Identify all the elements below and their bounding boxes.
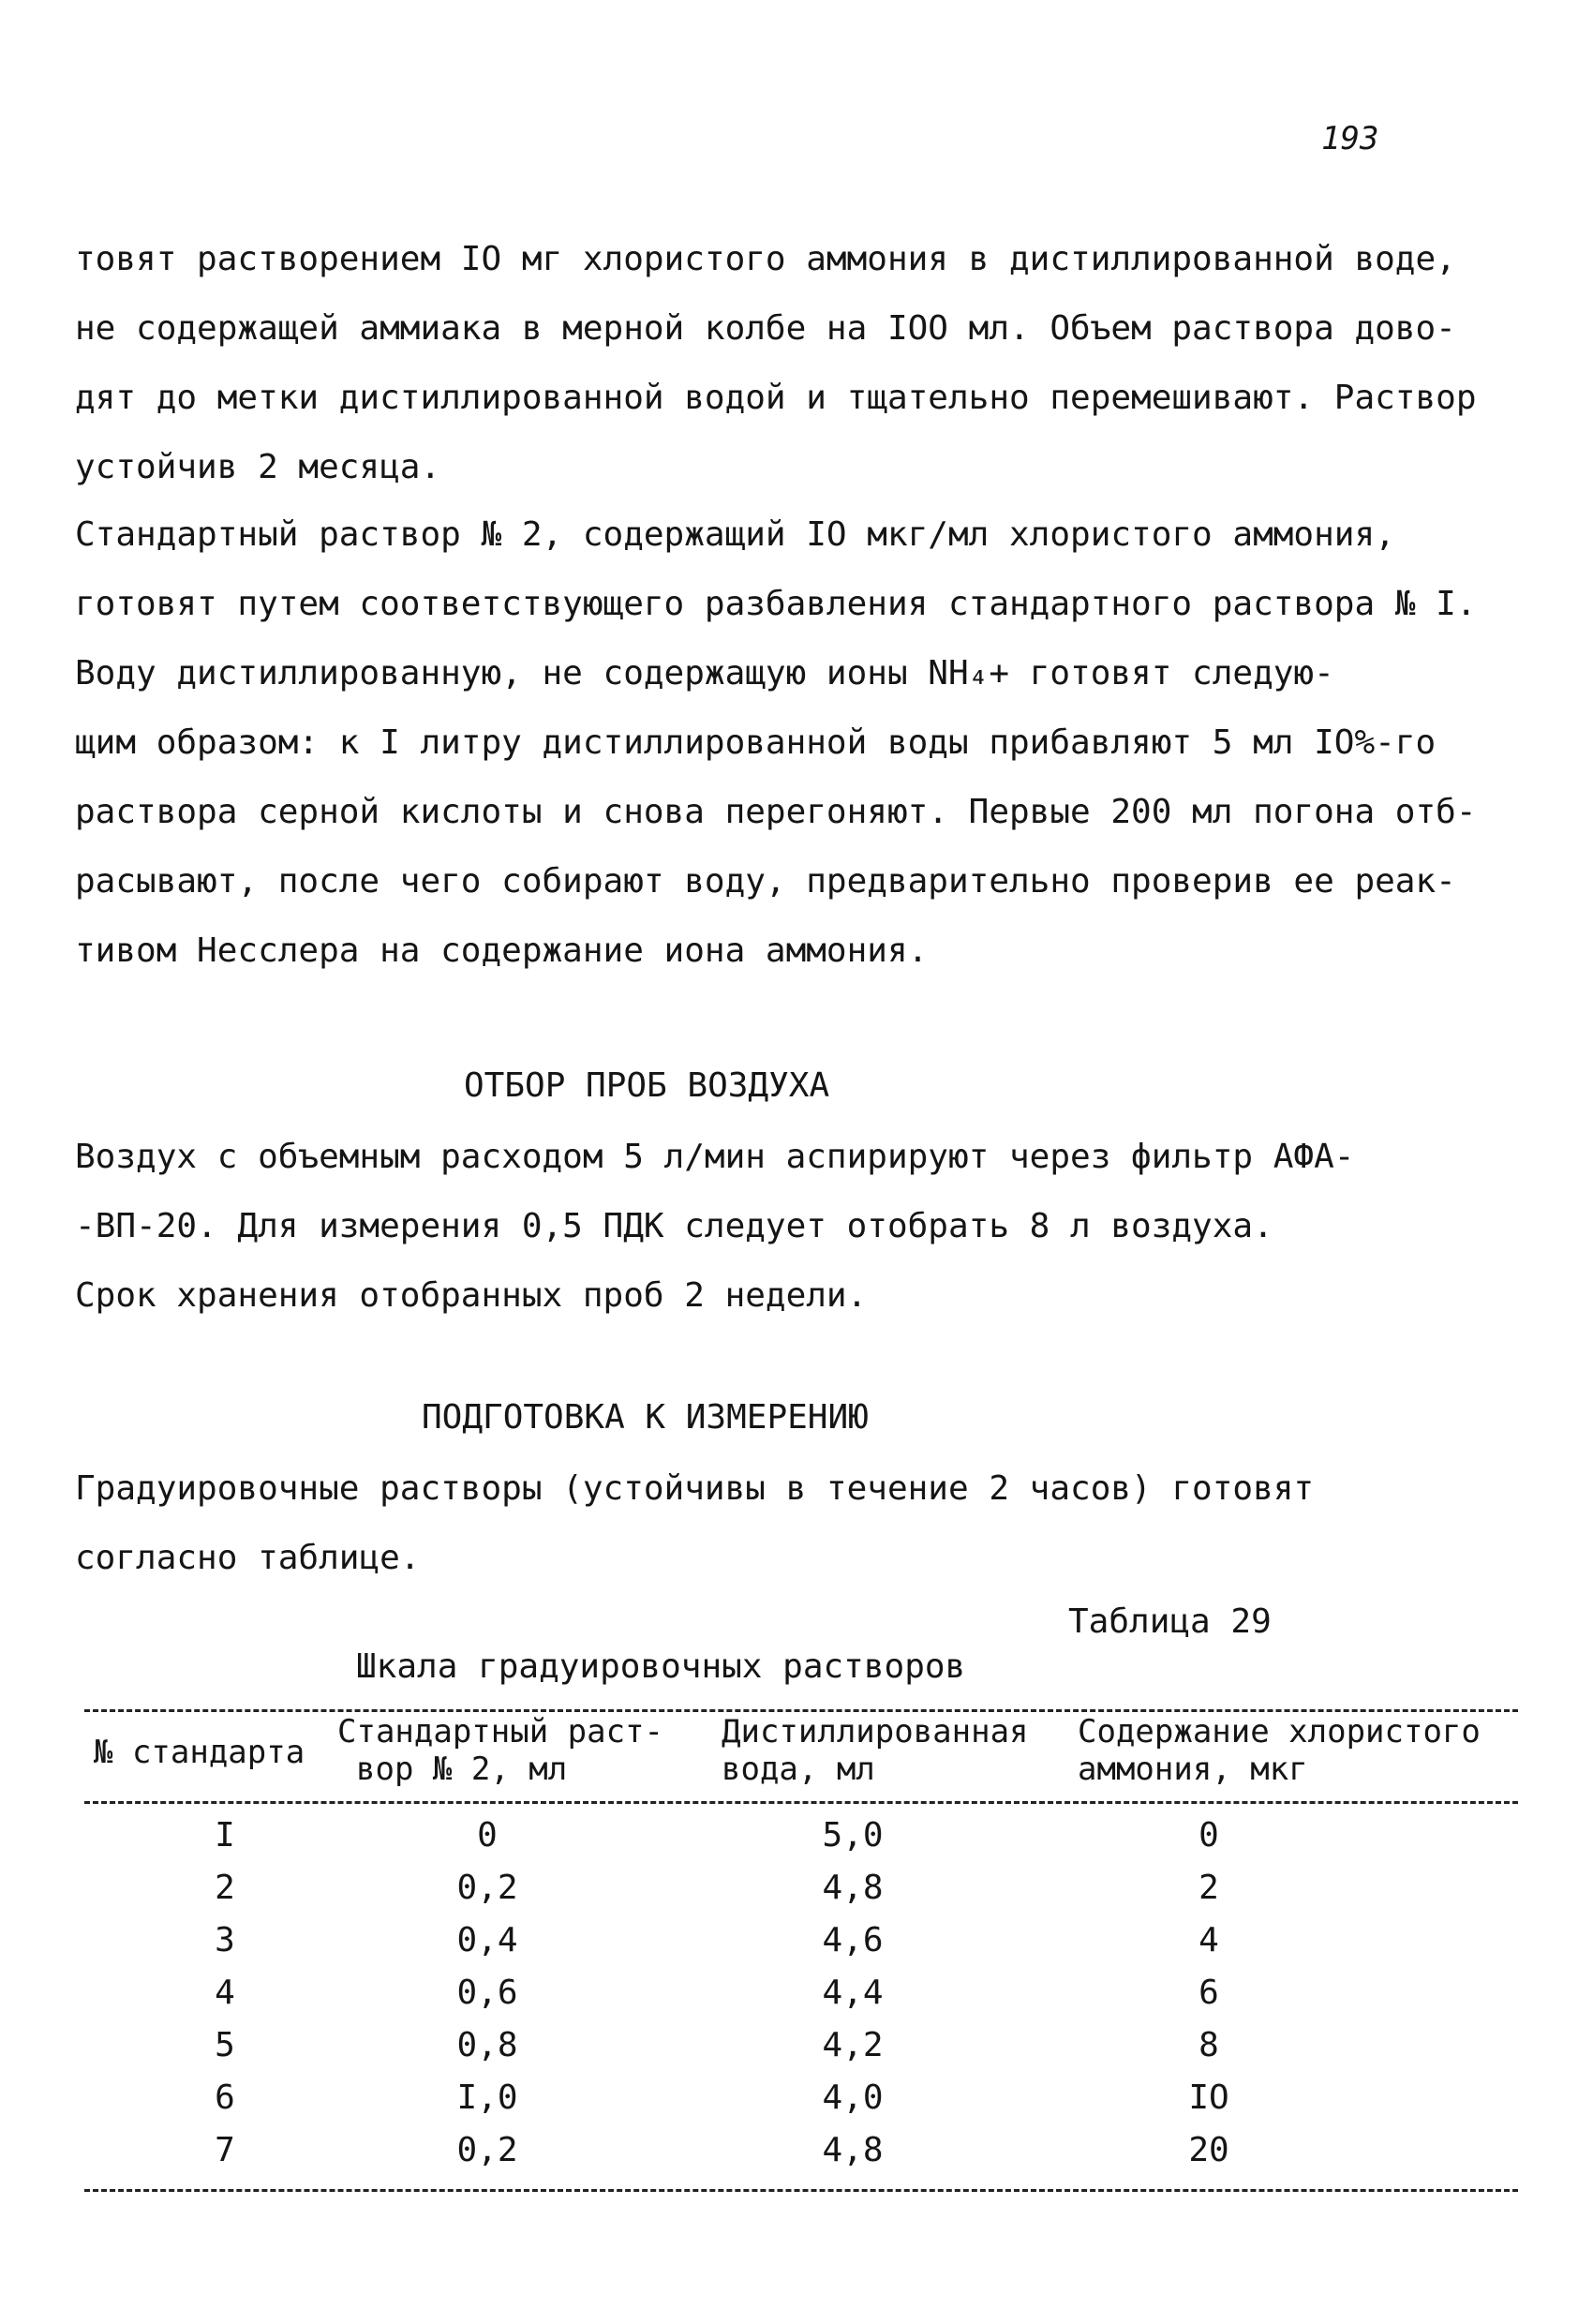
paragraph-air-sampling: [75, 1123, 1537, 1261]
cell-standard-number: 2: [215, 1869, 235, 1907]
paragraph-ammonium-solution: [75, 225, 1537, 502]
section-heading-air-sampling: ОТБОР ПРОБ ВОЗДУХА: [464, 1066, 830, 1105]
table-bottom-rule: [84, 2189, 1518, 2192]
calibration-table: [84, 1713, 1518, 2169]
text-line: Воздух с объемным расходом 5 л/мин аспирируют через фильтр АФА-: [75, 1138, 1355, 1176]
cell-distilled-water-ml: 5,0: [822, 1816, 884, 1855]
cell-standard-solution-ml: 0,2: [456, 1869, 518, 1907]
text-line: Срок хранения отобранных проб 2 недели.: [75, 1276, 868, 1315]
cell-standard-number: 4: [215, 1974, 235, 2012]
header-ammonium-content: Содержание хлористого аммония, мкг: [1078, 1713, 1481, 1788]
cell-standard-number: 7: [215, 2131, 235, 2169]
paragraph-storage-term: [75, 1261, 1537, 1331]
cell-standard-solution-ml: 0,4: [456, 1921, 518, 1959]
cell-standard-number: 5: [215, 2026, 235, 2064]
table-row: [84, 2078, 1518, 2131]
header-distilled-water: Дистиллированная вода, мл: [722, 1713, 1029, 1788]
table-row: [84, 1974, 1518, 2026]
cell-standard-number: I: [215, 1816, 235, 1855]
cell-standard-solution-ml: 0,6: [456, 1974, 518, 2012]
cell-ammonium-mcg: 0: [1198, 1816, 1219, 1855]
text-line: -ВП-20. Для измерения 0,5 ПДК следует отобрать 8 л воздуха.: [75, 1207, 1273, 1245]
text-line: товят растворением IO мг хлористого аммония в дистиллированной воде,: [75, 240, 1456, 278]
cell-distilled-water-ml: 4,8: [822, 1869, 884, 1907]
section-heading-measurement-prep: ПОДГОТОВКА К ИЗМЕРЕНИЮ: [422, 1398, 869, 1437]
table-body: [84, 1816, 1518, 2183]
cell-ammonium-mcg: IO: [1188, 2078, 1229, 2117]
table-row: [84, 1869, 1518, 1921]
cell-ammonium-mcg: 4: [1198, 1921, 1219, 1959]
cell-ammonium-mcg: 6: [1198, 1974, 1219, 2012]
cell-standard-number: 6: [215, 2078, 235, 2117]
cell-standard-number: 3: [215, 1921, 235, 1959]
paragraph-standard-solution-2: [75, 500, 1537, 639]
text-line: Стандартный раствор № 2, содержащий IO мкг/мл хлористого аммония,: [75, 515, 1395, 554]
text-line: устойчив 2 месяца.: [75, 448, 441, 486]
text-line: расывают, после чего собирают воду, предварительно проверив ее реак-: [75, 862, 1456, 901]
table-row: [84, 1816, 1518, 1869]
table-title: Шкала градуировочных растворов: [356, 1647, 966, 1686]
cell-distilled-water-ml: 4,6: [822, 1921, 884, 1959]
cell-distilled-water-ml: 4,8: [822, 2131, 884, 2169]
page-number: 193: [1321, 120, 1379, 157]
cell-distilled-water-ml: 4,2: [822, 2026, 884, 2064]
text-line: Градуировочные растворы (устойчивы в течение 2 часов) готовят: [75, 1469, 1315, 1508]
table-number: Таблица 29: [1068, 1602, 1272, 1641]
table-header: [84, 1713, 1518, 1799]
table-row: [84, 2131, 1518, 2183]
table-header-rule: [84, 1801, 1518, 1804]
table-row: [84, 1921, 1518, 1974]
table-top-rule: [84, 1709, 1518, 1712]
cell-ammonium-mcg: 20: [1188, 2131, 1229, 2169]
cell-standard-solution-ml: 0: [477, 1816, 498, 1855]
header-standard-solution: Стандартный раст- вор № 2, мл: [337, 1713, 663, 1788]
cell-standard-solution-ml: 0,8: [456, 2026, 518, 2064]
paragraph-distilled-water: [75, 639, 1537, 986]
cell-distilled-water-ml: 4,0: [822, 2078, 884, 2117]
cell-distilled-water-ml: 4,4: [822, 1974, 884, 2012]
text-line: раствора серной кислоты и снова перегоняют. Первые 200 мл погона отб-: [75, 793, 1477, 831]
table-row: [84, 2026, 1518, 2078]
text-line: щим образом: к I литру дистиллированной воды прибавляют 5 мл IO%-го: [75, 723, 1437, 762]
header-standard-number: № стандарта: [94, 1734, 305, 1771]
cell-standard-solution-ml: 0,2: [456, 2131, 518, 2169]
cell-standard-solution-ml: I,0: [456, 2078, 518, 2117]
text-line: готовят путем соответствующего разбавления стандартного раствора № I.: [75, 585, 1477, 623]
cell-ammonium-mcg: 8: [1198, 2026, 1219, 2064]
cell-ammonium-mcg: 2: [1198, 1869, 1219, 1907]
paragraph-calibration-solutions: [75, 1454, 1537, 1593]
text-line: Воду дистиллированную, не содержащую ионы NH₄+ готовят следую-: [75, 654, 1334, 693]
text-line: дят до метки дистиллированной водой и тщательно перемешивают. Раствор: [75, 379, 1477, 417]
text-line: тивом Несслера на содержание иона аммония.: [75, 931, 929, 970]
text-line: не содержащей аммиака в мерной колбе на IOO мл. Объем раствора дово-: [75, 309, 1456, 348]
text-line: согласно таблице.: [75, 1539, 421, 1577]
